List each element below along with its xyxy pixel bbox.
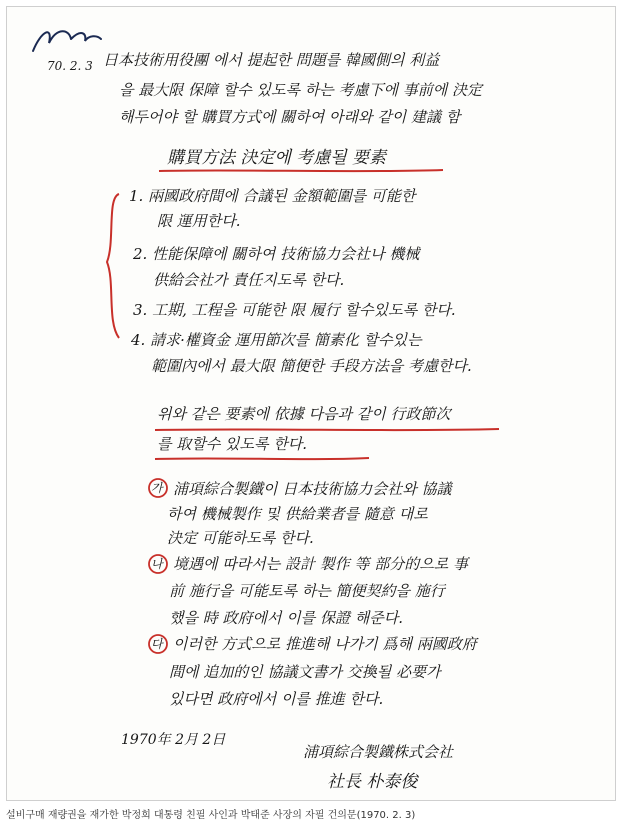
signature-initials-mark xyxy=(27,21,107,57)
intro-line-1: 日本技術用役團 에서 提起한 問題를 韓國側의 利益 xyxy=(103,51,440,69)
basis-line-1: 위와 같은 要素에 依據 다음과 같이 行政節次 xyxy=(157,405,451,423)
item-4-line-1: 4. 請求·權資金 運用節次를 簡素化 할수있는 xyxy=(131,331,422,349)
item-2-line-2: 供給会社가 責任지도록 한다. xyxy=(153,271,345,289)
sub-ga-line-3: 決定 可能하도록 한다. xyxy=(167,529,314,547)
sub-ga-line-2: 하여 機械製作 및 供給業者를 隨意 대로 xyxy=(167,505,428,523)
sub-da-line-1: 이러한 方式으로 推進해 나가기 爲해 兩國政府 xyxy=(173,635,477,653)
sub-na-line-3: 했을 時 政府에서 이를 保證 해준다. xyxy=(169,609,404,627)
basis-line-2: 를 取할수 있도록 한다. xyxy=(157,435,307,453)
signer-name: 社長 朴泰俊 xyxy=(327,772,418,792)
sub-da-line-2: 間에 追加的인 協議文書가 交換될 必要가 xyxy=(169,663,441,681)
item-2-line-1: 2. 性能保障에 關하여 技術協力会社나 機械 xyxy=(133,245,420,263)
item-3-line-1: 3. 工期, 工程을 可能한 限 履行 할수있도록 한다. xyxy=(133,301,456,319)
sub-ga-line-1: 浦項綜合製鐵이 日本技術協力会社와 協議 xyxy=(173,480,452,498)
marker-ga-label: 가 xyxy=(151,481,163,495)
sub-na-line-1: 境遇에 따라서는 設計 製作 等 部分的으로 事 xyxy=(173,555,469,573)
sub-na-line-2: 前 施行을 可能토록 하는 簡便契約을 施行 xyxy=(169,582,445,600)
marker-da-label: 다 xyxy=(151,637,163,651)
intro-line-3: 해두어야 할 購買方式에 關하여 아래와 같이 建議 함 xyxy=(119,108,461,126)
company-name: 浦項綜合製鐵株式会社 xyxy=(303,743,454,761)
intro-line-2: 을 最大限 保障 할수 있도록 하는 考慮下에 事前에 決定 xyxy=(119,81,483,99)
marker-na-label: 나 xyxy=(151,557,163,571)
item-1-line-2: 限 運用한다. xyxy=(157,212,241,230)
item-1-line-1: 1. 兩國政府間에 合議된 金額範圍를 可能한 xyxy=(129,187,416,205)
sub-da-line-3: 있다면 政府에서 이를 推進 한다. xyxy=(169,690,384,708)
basis-underline-2 xyxy=(153,456,373,462)
section-heading: 購買方法 決定에 考慮될 要素 xyxy=(167,148,387,168)
signature-date: 70. 2. 3 xyxy=(47,59,93,73)
photo-caption: 설비구매 재량권을 재가한 박정희 대통령 친필 사인과 박태준 사장의 자필 건의문(1970. 2. 3) xyxy=(6,810,416,821)
item-4-line-2: 範圍內에서 最大限 簡便한 手段方法을 考慮한다. xyxy=(151,357,472,375)
letter-date: 1970年 2月 2日 xyxy=(121,732,226,748)
red-brace-mark xyxy=(103,192,123,342)
heading-underline xyxy=(157,167,447,175)
letter-paper xyxy=(6,6,616,801)
